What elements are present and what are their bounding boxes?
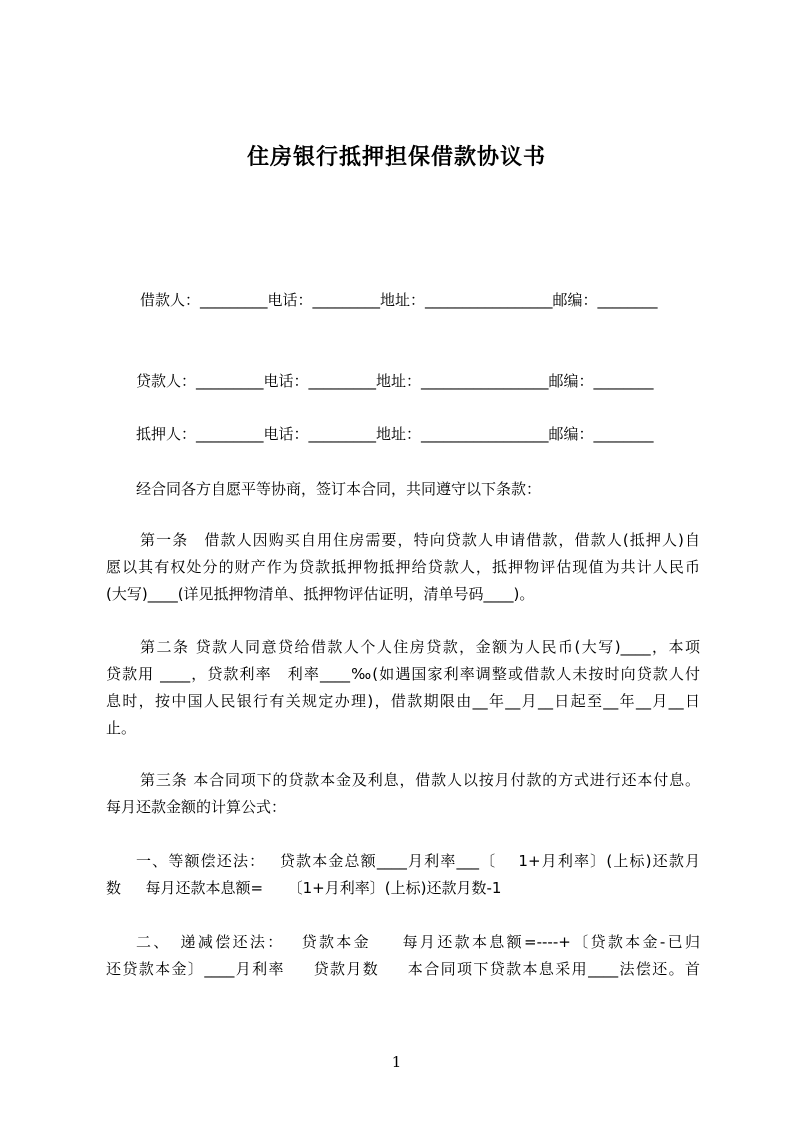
intro-paragraph: 经合同各方自愿平等协商，签订本合同，共同遵守以下条款： <box>136 480 542 498</box>
borrower-line: 借款人：_________电话：_________地址：_________________邮编：________ <box>140 291 658 309</box>
mortgagor-line: 抵押人：_________电话：_________地址：_________________邮编：________ <box>136 425 654 443</box>
method-1-line-2: 数 每月还款本息额= 〔1+月利率〕(上标)还款月数-1 <box>106 879 502 897</box>
article-1-line-2: 愿以其有权处分的财产作为贷款抵押物抵押给贷款人，抵押物评估现值为共计人民币 <box>106 558 700 576</box>
article-2-line-3: 息时，按中国人民银行有关规定办理)，借款期限由__年__月__日起至__年__月__日 <box>106 692 700 710</box>
article-3-line-2: 每月还款金额的计算公式： <box>106 798 287 816</box>
method-2-line-1: 二、 递减偿还法： 贷款本金 每月还款本息额=----+〔贷款本金-已归 <box>136 933 700 951</box>
page-number: 1 <box>391 1053 402 1071</box>
article-2-line-2: 贷款用 ____，贷款利率 利率____‰(如遇国家利率调整或借款人未按时向贷款人付 <box>106 665 700 683</box>
document-title: 住房银行抵押担保借款协议书 <box>246 145 546 170</box>
article-2-line-4: 止。 <box>106 719 137 737</box>
article-1-line-1: 第一条 借款人因购买自用住房需要，特向贷款人申请借款，借款人(抵押人)自 <box>140 531 700 549</box>
article-3-line-1: 第三条 本合同项下的贷款本金及利息，借款人以按月付款的方式进行还本付息。 <box>140 771 700 789</box>
method-2-line-2: 还贷款本金〕____月利率 贷款月数 本合同项下贷款本息采用____法偿还。首 <box>106 960 700 978</box>
article-2-line-1: 第二条 贷款人同意贷给借款人个人住房贷款，金额为人民币(大写)____，本项 <box>140 638 700 656</box>
article-1-line-3: (大写)____(详见抵押物清单、抵押物评估证明，清单号码____)。 <box>106 585 535 603</box>
lender-line: 贷款人：_________电话：_________地址：_________________邮编：________ <box>136 372 654 390</box>
method-1-line-1: 一、等额偿还法： 贷款本金总额____月利率___〔 1+月利率〕(上标)还款月 <box>136 852 700 870</box>
